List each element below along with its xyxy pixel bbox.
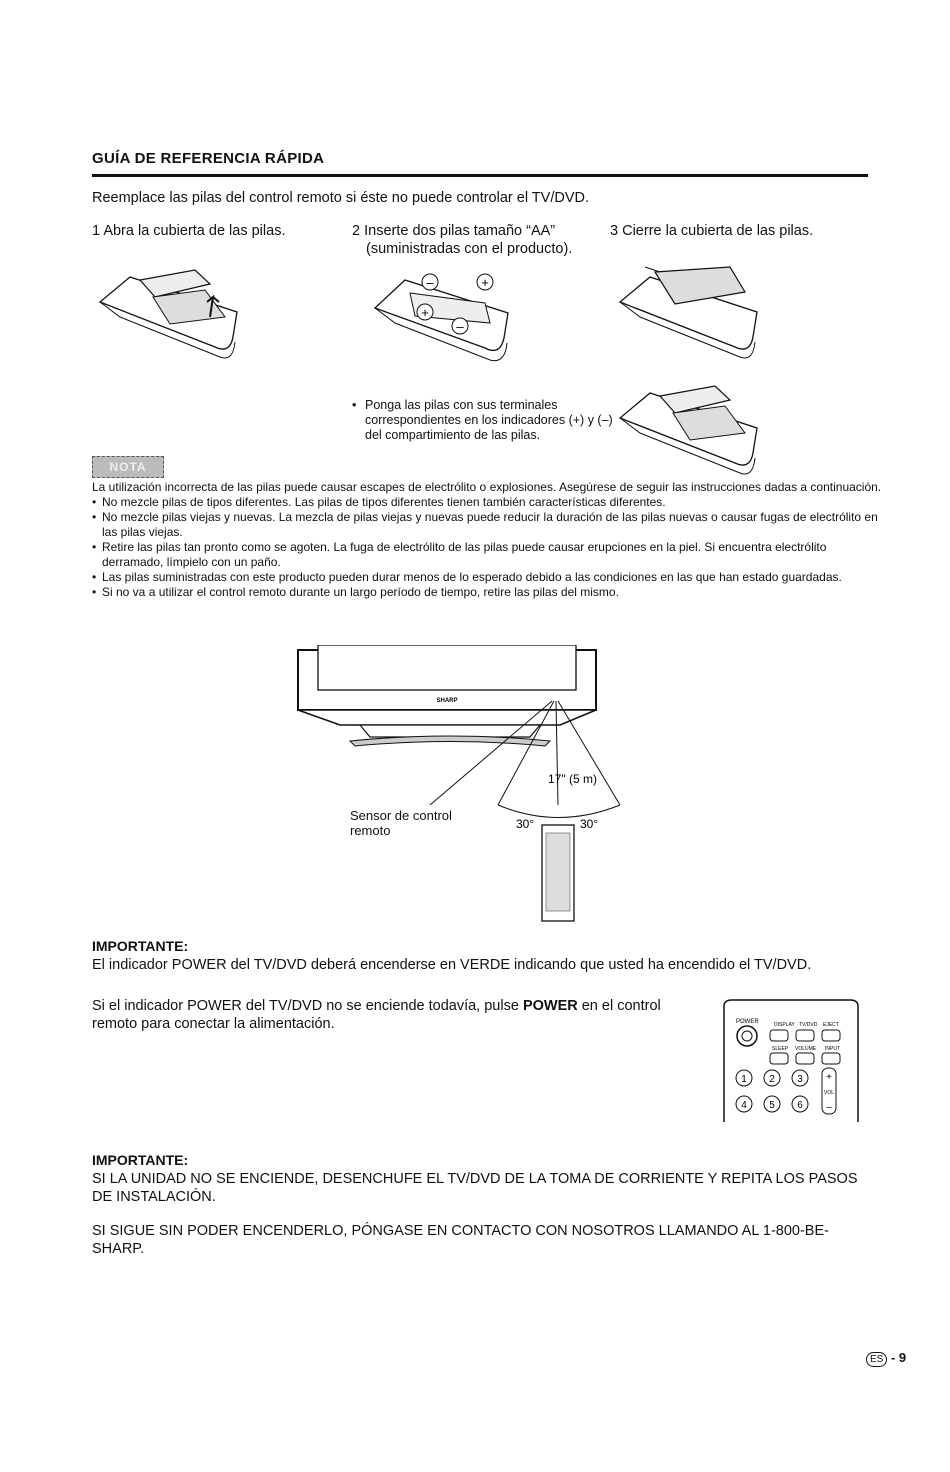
step-2-text: Inserte dos pilas tamaño “AA” bbox=[364, 223, 556, 239]
svg-text:+: + bbox=[421, 305, 429, 320]
battery-orientation-note: • Ponga las pilas con sus terminales correspondientes en los indicadores (+) y (–) del compartimiento de las pilas. bbox=[352, 398, 622, 443]
sensor-label: Sensor de control remoto bbox=[350, 808, 452, 838]
svg-text:–: – bbox=[456, 319, 464, 334]
power-instruction-part2: en el control remoto para conectar la alimentación. bbox=[92, 998, 661, 1032]
remote-volume-label: VOLUME bbox=[795, 1046, 817, 1052]
remote-closeup bbox=[722, 998, 862, 1122]
remote-input-label: INPUT bbox=[825, 1046, 840, 1052]
step-2 bbox=[352, 222, 602, 258]
range-line-right bbox=[558, 701, 620, 805]
svg-text:–: – bbox=[426, 275, 434, 290]
angle-right-label: 30° bbox=[580, 817, 599, 831]
step-3-text: Cierre la cubierta de las pilas. bbox=[622, 223, 814, 239]
important-label-2: IMPORTANTE: bbox=[92, 1152, 189, 1168]
battery-orientation-illustration bbox=[615, 378, 765, 478]
step-3-number: 3 bbox=[610, 223, 619, 239]
remote-tvdvd-label: TV/DVD bbox=[799, 1022, 818, 1028]
intro-text: Reemplace las pilas del control remoto si éste no puede controlar el TV/DVD. bbox=[92, 190, 590, 206]
remote-sleep-label: SLEEP bbox=[772, 1046, 789, 1052]
remote-range-diagram bbox=[290, 645, 630, 930]
battery-warnings bbox=[92, 480, 882, 600]
warning-item: • Retire las pilas tan pronto como se agoten. La fuga de electrólito de las pilas puede causar erupciones en la piel. Si encuentra electrólito derramado, límpielo con un paño. bbox=[92, 540, 882, 570]
step-1-text: Abra la cubierta de las pilas. bbox=[103, 223, 286, 239]
page-heading: GUÍA DE REFERENCIA RÁPIDA bbox=[92, 150, 325, 167]
heading-rule bbox=[92, 174, 868, 177]
range-arc bbox=[498, 805, 620, 818]
power-instruction bbox=[92, 997, 662, 1033]
remote-eject-label: EJECT bbox=[823, 1022, 839, 1028]
page-number-value: - 9 bbox=[890, 1350, 907, 1365]
tv-bezel bbox=[298, 710, 596, 725]
digit-3: 3 bbox=[797, 1074, 803, 1085]
tv-brand-label: SHARP bbox=[436, 698, 458, 704]
warning-item: • No mezcle pilas de tipos diferentes. Las pilas de tipos diferentes tienen también características diferentes. bbox=[92, 495, 882, 510]
svg-text:+: + bbox=[481, 275, 489, 290]
remote-power-label: POWER bbox=[736, 1019, 759, 1025]
battery-orientation-text: Ponga las pilas con sus terminales correspondientes en los indicadores (+) y (–) del compartimiento de las pilas. bbox=[365, 398, 613, 442]
tv-base bbox=[360, 725, 540, 737]
step-2-text-cont: (suministradas con el producto). bbox=[366, 241, 573, 257]
step-1 bbox=[92, 222, 332, 240]
angle-left-label: 30° bbox=[516, 817, 535, 831]
step-3 bbox=[610, 222, 860, 240]
digit-5: 5 bbox=[769, 1100, 775, 1111]
digit-2: 2 bbox=[769, 1074, 775, 1085]
digit-4: 4 bbox=[741, 1100, 747, 1111]
vol-plus: + bbox=[826, 1072, 832, 1083]
warning-list bbox=[92, 495, 882, 600]
warning-item: • Si no va a utilizar el control remoto durante un largo período de tiempo, retire las pilas del mismo. bbox=[92, 585, 882, 600]
step-2-number: 2 bbox=[352, 223, 361, 239]
tv-screen bbox=[318, 645, 576, 690]
digit-6: 6 bbox=[797, 1100, 803, 1111]
power-instruction-bold: POWER bbox=[522, 998, 578, 1014]
language-badge: ES bbox=[866, 1352, 887, 1367]
note-label: NOTA bbox=[92, 456, 164, 478]
power-instruction-part1: Si el indicador POWER del TV/DVD no se enciende todavía, pulse bbox=[92, 998, 523, 1014]
digit-1: 1 bbox=[741, 1074, 747, 1085]
important-text-2: SI LA UNIDAD NO SE ENCIENDE, DESENCHUFE EL TV/DVD DE LA TOMA DE CORRIENTE Y REPITA LOS PASOS DE INSTALACIÓN. bbox=[92, 1171, 858, 1205]
close-cover-illustration bbox=[615, 262, 765, 362]
power-button bbox=[737, 1026, 757, 1046]
important-text-3: SI SIGUE SIN PODER ENCENDERLO, PÓNGASE EN CONTACTO CON NOSOTROS LLAMANDO AL 1-800-BE-SHARP. bbox=[92, 1223, 829, 1257]
warning-item: • Las pilas suministradas con este producto pueden durar menos de lo esperado debido a las condiciones en las que han estado guardadas. bbox=[92, 570, 882, 585]
warning-intro: La utilización incorrecta de las pilas puede causar escapes de electrólito o explosiones. Asegúrese de seguir las instrucciones dadas a continuación. bbox=[92, 480, 882, 494]
open-cover-illustration bbox=[95, 262, 245, 362]
warning-item: • No mezcle pilas viejas y nuevas. La mezcla de pilas viejas y nuevas puede reducir la duración de las pilas nuevas o causar fugas de electrólito en las pilas viejas. bbox=[92, 510, 882, 540]
important-label-1: IMPORTANTE: bbox=[92, 938, 189, 954]
distance-label: 17" (5 m) bbox=[548, 772, 597, 786]
vol-label: VOL bbox=[823, 1090, 835, 1096]
important-text-1: El indicador POWER del TV/DVD deberá encenderse en VERDE indicando que usted ha encendido el TV/DVD. bbox=[92, 957, 812, 973]
insert-batteries-illustration bbox=[370, 268, 520, 363]
remote-display-label: DISPLAY bbox=[774, 1022, 795, 1028]
vol-minus: – bbox=[826, 1102, 832, 1113]
page-number bbox=[866, 1350, 906, 1367]
step-1-number: 1 bbox=[92, 223, 101, 239]
